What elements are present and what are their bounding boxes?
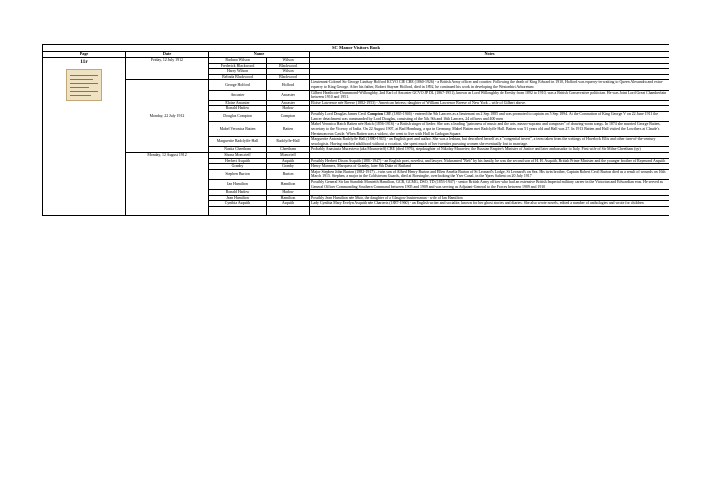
name-cell: Granby: [209, 164, 267, 170]
surname-cell: Moncrieff: [267, 152, 310, 158]
notes-cell: Possibly General Sir Ian Standish Monteith Hamilton, GCB, GCMG, DSO, TD (1853-1947) - senior British Army officer who had an extensive British Imperial military career in the Victorian and Edwardian eras. He served as General Officer Commanding Southern Command between 1905 and 1909 and was serving as Adjutant-General to the Forces between 1909 and 1910: [310, 180, 670, 190]
surname-cell: Hadow: [267, 190, 310, 196]
surname-cell: Batten: [267, 122, 310, 137]
notes-cell: Gilbert Heathcote-Drummond-Willoughby, 2nd Earl of Ancaster GCVO JP DL (1867-1951), known as Lord Willoughby de Eresby from 1892 to 1910, was a British Conservative politician. He was Joint Lord Great Chamberlain between 1910 and 1951.: [310, 90, 670, 100]
name-cell: Douglas Compton: [209, 112, 267, 122]
surname-cell: Hadow: [267, 106, 310, 112]
surname-cell: Granby: [267, 164, 310, 170]
surname-cell: Cheetham: [267, 147, 310, 153]
visitors-table: [42, 44, 669, 216]
notes-bold-surname: Compton: [367, 112, 383, 117]
name-cell: Eloise Ancaster: [209, 100, 267, 106]
name-cell: Shona Moncrieff: [209, 152, 267, 158]
header-page: Page: [43, 52, 126, 58]
notes-cell: Mabel Veronica Hatch Batten née Hatch (1856-1916) - a British singer of lieder. She was a leading "patroness of music and the arts, mezzo-soprano and composer" of drawing-room songs. In 1874 she married George Batten, secretary to the Viceroy of India. On 22 August 1907, at Bad Homburg, a spa in Germany, Mabel Batten met Radclyffe Hall. Batten was 51 years old and Hall was 27. In 1913 Batten and Hall visited the Lowthers at Claude's Herstmonceux Castle. When Batten was a widow, she went to live with Hall in Cadogan Square.: [310, 122, 670, 137]
surname-cell: Blackwood: [267, 63, 310, 69]
name-cell: Jean Hamilton: [209, 195, 267, 201]
table-title: SC Manor Visitors Book: [43, 45, 670, 52]
header-date: Date: [126, 52, 209, 58]
name-cell: Marguerite Radclyffe-Hall: [209, 137, 267, 147]
surname-cell: Holford: [267, 80, 310, 90]
name-cell: [209, 207, 267, 216]
name-cell: Barbara Wilson: [209, 58, 267, 64]
date-cell: Friday, 12 July 1912: [126, 58, 209, 80]
surname-cell: Hamilton: [267, 195, 310, 201]
notes-cell: [310, 207, 670, 216]
surname-cell: Wilson: [267, 69, 310, 75]
notes-cell: Marguerite Antonia Radclyffe Hall (1880-1943) - an English poet and author. She was a lesbian, but described herself as a "congenital invert", a term taken from the writings of Havelock Ellis and other turn-of-the-century sexologists. Having reached adulthood without a vocation, she spent much of her twenties pursuing women she eventually lost to marriage.: [310, 137, 670, 147]
notes-suffix: CBE (1865-1946) - entered the 9th Lancers as a lieutenant on 2 Sep 1885 and was promoted to captain on 5 Sep 1894. At the Coronation of King George V on 22 June 1911 the Lancer detachment was commanded by Lord Douglas, consisting of the 5th, 9th and 16th Lancers, 24 officers and 400 men: [311, 112, 659, 121]
name-cell: Herbert Asquith: [209, 158, 267, 164]
visitors-sheet: [42, 44, 669, 444]
name-cell: Stephen Burton: [209, 169, 267, 179]
name-cell: Harry Wilson: [209, 69, 267, 75]
name-cell: Ian Hamilton: [209, 180, 267, 190]
surname-cell: Ancaster: [267, 90, 310, 100]
name-cell: Mabel Veronica Batten: [209, 122, 267, 137]
surname-cell: Burton: [267, 169, 310, 179]
name-cell: Belinda Blackwood: [209, 74, 267, 80]
surname-cell: Radclyffe-Hall: [267, 137, 310, 147]
name-cell: Cynthia Asquith: [209, 201, 267, 207]
notes-cell: Major Stephen John Burton (1882-1917) – twin son of Alfred Henry Burton and Ellen Amelia Burton of St Leonard's Lodge, St Leonard's on Sea. His twin brother, Captain Robert Cecil Burton died as a result of wounds on 16th March 1915. Stephen, a major in the Coldstream Guards, died at Boesinghe, overlooking the Yser Canal, in the Ypres Salient on 20 July 1917: [310, 169, 670, 179]
name-cell: Nastia Cheetham: [209, 147, 267, 153]
name-cell: Frederick Blackwood: [209, 63, 267, 69]
notes-cell: Lady Cynthia Mary Evelyn Asquith née Charteris (1887-1960) - an English writer and socialite, known for her ghost stories and diaries. She also wrote novels, edited a number of anthologies and wrote for children: [310, 201, 670, 207]
header-name: Name: [209, 52, 310, 58]
page-number: 11r: [80, 59, 88, 65]
header-notes: Notes: [310, 52, 670, 58]
surname-cell: Compton: [267, 112, 310, 122]
table-row: [43, 80, 670, 90]
notes-cell: Possibly Jean Hamilton née Muir, the daughter of a Glasgow businessman - wife of Ian Hamilton: [310, 195, 670, 201]
notes-cell: Possibly Herbert Dixon Asquith (1881-1947) - an English poet, novelist, and lawyer. Nicknamed "Beb" by his family, he was the second son of H. H. Asquith, British Prime Minister and the younger brother of Raymond Asquith: [310, 158, 670, 164]
notes-cell: [310, 112, 670, 122]
surname-cell: [267, 207, 310, 216]
surname-cell: Blackwood: [267, 74, 310, 80]
notes-cell: Probably Anastasia Muravieva (aka Mouravieff) CBE (died 1976), stepdaughter of Nikolay Muraviev, the Russian Empire's Minister of Justice and later ambassador to Italy. First wife of Sir Milne Cheetham (qv): [310, 147, 670, 153]
surname-cell: Wilson: [267, 58, 310, 64]
name-cell: Ronald Hadow: [209, 190, 267, 196]
date-cell: Monday, 22 July 1912: [126, 80, 209, 153]
page-cell: [43, 58, 126, 216]
date-cell: Monday, 12 August 1912: [126, 152, 209, 215]
visitors-book-page-thumbnail-icon: [66, 69, 102, 101]
notes-cell: Lieutenant-Colonel Sir George Lindsay Holford KCVO CIE CBE (1860-1926) - a British Army officer and courtier. Following the death of King Edward in 1910, Holford was equerry-in-waiting to Queen Alexandra and extra-equerry to King George. After his father, Robert Stayner Holford, died in 1892, he continued his work in developing the Westonbirt Arboretum: [310, 80, 670, 90]
surname-cell: Asquith: [267, 201, 310, 207]
surname-cell: Asquith: [267, 158, 310, 164]
notes-prefix: Possibly Lord Douglas James Cecil: [311, 112, 368, 117]
name-cell: Ancaster: [209, 90, 267, 100]
notes-cell: Eloise Lawrence née Breese (1882-1953) - American heiress; daughter of William Lawrence Breese of New York – wife of Gilbert above.: [310, 100, 670, 106]
notes-cell: Henry Manners, Marquess of Granby, later 8th Duke of Rutland: [310, 164, 670, 170]
surname-cell: Ancaster: [267, 100, 310, 106]
surname-cell: Hamilton: [267, 180, 310, 190]
name-cell: Ronald Hadow: [209, 106, 267, 112]
name-cell: George Holford: [209, 80, 267, 90]
